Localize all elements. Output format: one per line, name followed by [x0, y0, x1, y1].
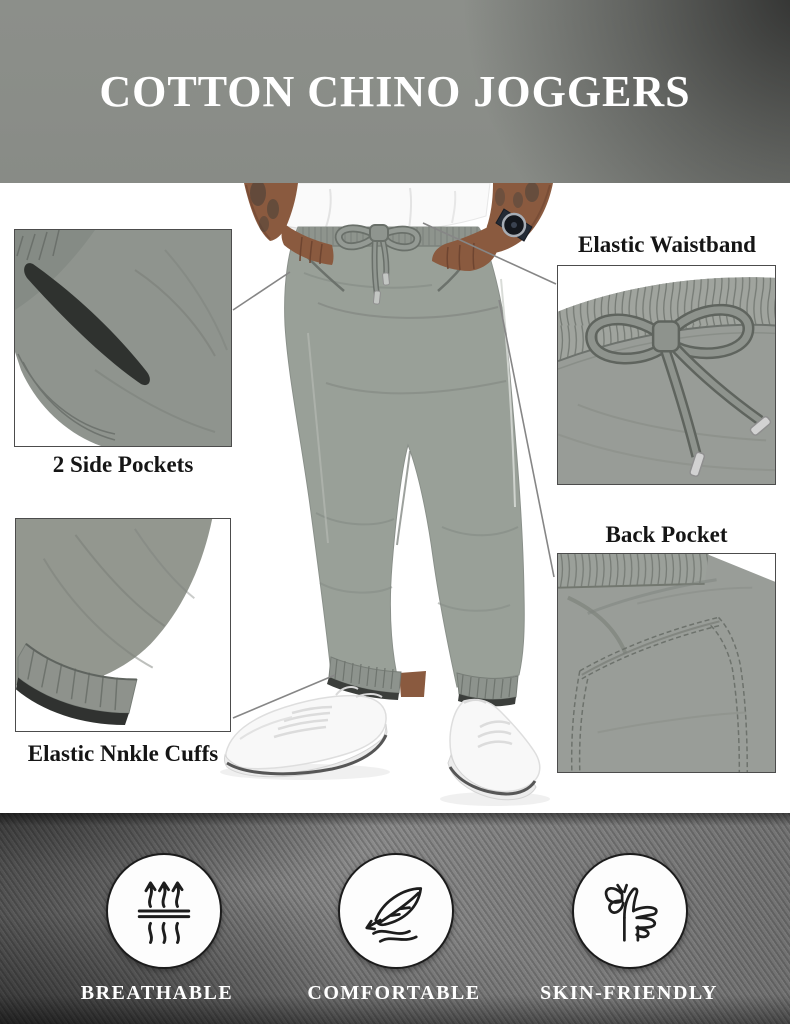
- waistband-label: Elastic Waistband: [578, 232, 756, 257]
- side-pockets-label: 2 Side Pockets: [52, 452, 194, 477]
- features-bar: [0, 813, 790, 1024]
- skin-friendly-badge: [572, 853, 688, 969]
- side-pocket-closeup-image: [14, 229, 232, 447]
- comfortable-feather-icon: [360, 875, 432, 947]
- comfortable-label: COMFORTABLE: [307, 982, 481, 1004]
- skin-friendly-label: SKIN-FRIENDLY: [540, 982, 718, 1004]
- model-photo: [180, 183, 610, 813]
- ankle-cuff-closeup-image: [15, 518, 231, 732]
- joggers: [285, 225, 525, 687]
- banner: [0, 0, 790, 183]
- right-shoe: [440, 699, 550, 806]
- waistband-closeup-image: [557, 265, 776, 485]
- ankle-cuffs-label: Elastic Nnkle Cuffs: [27, 741, 219, 766]
- back-pocket-label: Back Pocket: [605, 522, 728, 547]
- back-pocket-closeup-image: [557, 553, 776, 773]
- breathable-badge: [106, 853, 222, 969]
- breathable-label: BREATHABLE: [80, 982, 234, 1004]
- left-ankle: [399, 671, 426, 697]
- banner-title: COTTON CHINO JOGGERS: [99, 67, 691, 116]
- breathable-airflow-icon: [128, 875, 200, 947]
- skin-friendly-hand-butterfly-icon: [594, 875, 666, 947]
- comfortable-badge: [338, 853, 454, 969]
